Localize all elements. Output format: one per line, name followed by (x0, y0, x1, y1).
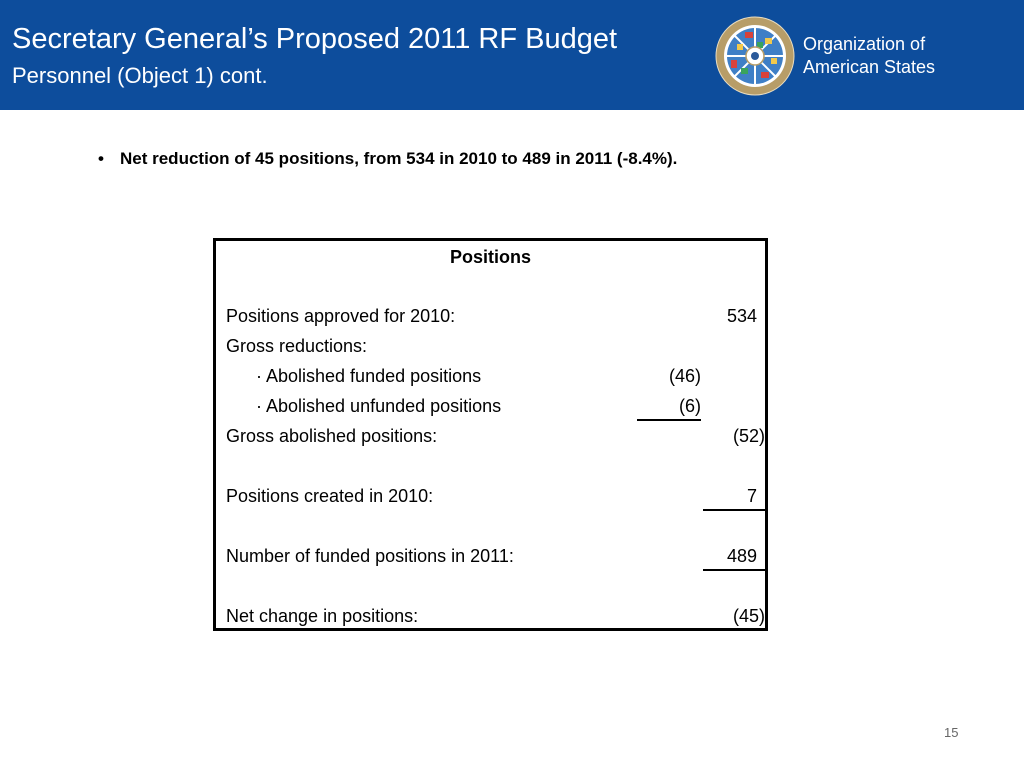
table-row (216, 334, 765, 364)
row-label: · Abolished unfunded positions (256, 396, 502, 416)
positions-table (213, 238, 768, 631)
row-label: Positions created in 2010: (226, 486, 434, 506)
bullet-text: Net reduction of 45 positions, from 534 in 2010 to 489 in 2011 (-8.4%). (120, 149, 678, 168)
table-title: Positions (449, 247, 531, 267)
row-total: (52) (732, 426, 765, 446)
page-number: 15 (944, 725, 959, 740)
row-total: 534 (726, 306, 757, 326)
org-name (803, 33, 935, 79)
row-label: Number of funded positions in 2011: (226, 546, 514, 566)
row-label: Gross abolished positions: (226, 426, 438, 446)
total-underline (703, 509, 765, 511)
row-label: · Abolished funded positions (256, 366, 482, 386)
oas-seal-icon (715, 16, 795, 96)
slide-title: Secretary General’s Proposed 2011 RF Budget (12, 23, 618, 55)
table-row (216, 364, 765, 394)
row-total: 489 (726, 546, 757, 566)
header-banner (0, 0, 1024, 110)
table-row (216, 484, 765, 514)
row-label: Net change in positions: (226, 606, 419, 626)
subtotal-underline (637, 419, 701, 421)
row-label: Gross reductions: (226, 336, 368, 356)
table-row (216, 304, 765, 334)
row-total: 7 (746, 486, 757, 506)
row-subvalue: (46) (668, 366, 701, 386)
row-subvalue: (6) (679, 396, 701, 416)
bullet-icon: • (98, 149, 104, 168)
table-row (216, 424, 765, 454)
total-underline (703, 569, 765, 571)
slide-subtitle: Personnel (Object 1) cont. (12, 63, 268, 88)
bullet-point (98, 147, 677, 171)
table-row (216, 544, 765, 574)
row-label: Positions approved for 2010: (226, 306, 456, 326)
org-name-line1: Organization of (803, 34, 926, 54)
table-row (216, 604, 765, 634)
org-name-line2: American States (803, 57, 936, 77)
row-total: (45) (732, 606, 765, 626)
